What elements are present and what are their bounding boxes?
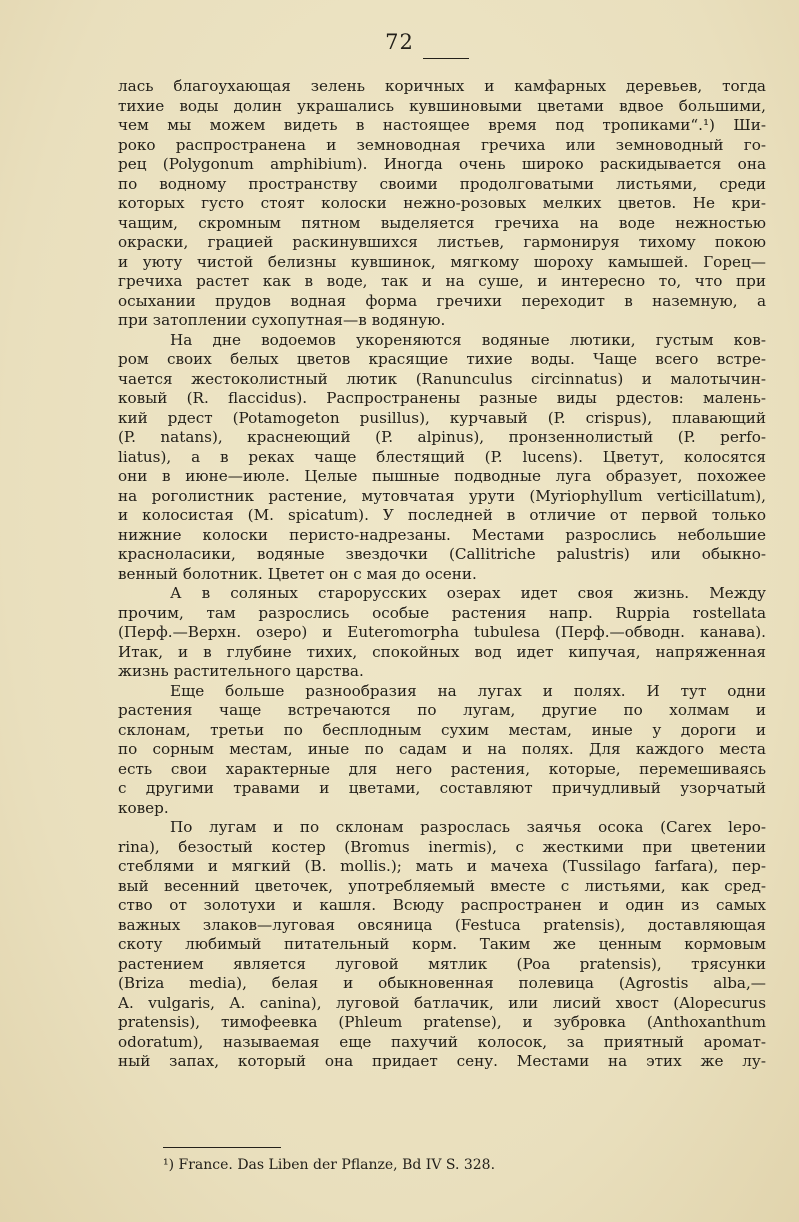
- text-line: По лугам и по склонам разрослась заячья осока (Carex lepo-: [170, 818, 766, 836]
- text-line: (Перф.—Верхн. озеро) и Euteromorpha tubulesa (Перф.—обводн. канава).: [118, 623, 766, 641]
- text-line: A. vulgaris, A. canina), луговой батлачик, или лисий хвост (Alopecurus: [118, 993, 766, 1012]
- text-line: при затоплении сухопутная—в водяную.: [118, 311, 446, 329]
- text-line: которых густо стоят колоски нежно-розовых мелких цветов. Не кри-: [118, 194, 766, 212]
- text-line: (Briza media), белая и обыкновенная полевица (Agrostis alba,—: [118, 974, 766, 992]
- text-line: чается жестоколистный лютик (Ranunculus circinnatus) и малотычин-: [118, 369, 766, 388]
- page-number: 72: [385, 30, 414, 54]
- text-line: лась благоухающая зелень коричных и камфарных деревьев, тогда: [118, 77, 766, 95]
- text-line: liatus), а в реках чаще блестящий (P. lucens). Цветут, колосятся: [118, 447, 766, 466]
- text-line: растением является луговой мятлик (Poa pratensis), трясунки: [118, 954, 766, 973]
- footnote: ¹) France. Das Liben der Pflanze, Bd IV S. 328.: [163, 1157, 496, 1173]
- text-line: pratensis), тимофеевка (Phleum pratense), и зубровка (Anthoxanthum: [118, 1013, 766, 1031]
- text-line: окраски, грацией раскинувшихся листьев, гармонируя тихому покою: [118, 233, 766, 251]
- text-line: роко распространена и земноводная гречиха или земноводный го-: [118, 135, 766, 154]
- text-line: нижние колоски перисто-надрезаны. Местами разрослись небольшие: [118, 525, 766, 544]
- text-line: на роголистник растение, мутовчатая урути (Myriophyllum verticillatum),: [118, 486, 766, 505]
- page-number-underline: [423, 58, 469, 59]
- footnote-separator: [163, 1147, 281, 1148]
- body-text: [118, 77, 766, 1072]
- text-line: венный болотник. Цветет он с мая до осени.: [118, 564, 477, 583]
- text-line: (P. natans), краснеющий (P. alpinus), пронзеннолистый (P. perfo-: [118, 428, 766, 446]
- text-line: ковый (R. flaccidus). Распространены разные виды рдестов: малень-: [118, 389, 766, 407]
- text-line: ство от золотухи и кашля. Всюду распространен и один из самых: [118, 896, 766, 914]
- text-line: чащим, скромным пятном выделяется гречиха на воде нежностью: [118, 213, 766, 232]
- text-line: и колосистая (M. spicatum). У последней в отличие от первой только: [118, 506, 766, 524]
- text-line: ковер.: [118, 798, 169, 817]
- text-line: А в соляных старорусских озерах идет своя жизнь. Между: [170, 584, 766, 602]
- text-line: вый весенний цветочек, употребляемый вместе с листьями, как сред-: [118, 876, 766, 895]
- text-line: рец (Polygonum amphibium). Иногда очень широко раскидывается она: [118, 155, 766, 173]
- text-line: На дне водоемов укореняются водяные лютики, густым ков-: [170, 330, 766, 349]
- text-line: чем мы можем видеть в настоящее время под тропиками“.¹) Ши-: [118, 116, 766, 134]
- text-line: с другими травами и цветами, составляют причудливый узорчатый: [118, 779, 766, 797]
- text-line: жизнь растительного царства.: [118, 662, 364, 680]
- text-line: гречиха растет как в воде, так и на суше, и интересно то, что при: [118, 272, 766, 290]
- text-line: и уюту чистой белизны кувшинок, мягкому шороху камышей. Горец—: [118, 252, 766, 271]
- text-line: важных злаков—луговая овсяница (Festuca pratensis), доставляющая: [118, 915, 766, 934]
- text-line: Итак, и в глубине тихих, спокойных вод идет кипучая, напряженная: [118, 642, 766, 661]
- text-line: красноласики, водяные звездочки (Callitriche palustris) или обыкно-: [118, 545, 766, 563]
- text-line: ный запах, который она придает сену. Местами на этих же лу-: [118, 1052, 766, 1070]
- text-line: rina), безостый костер (Bromus inermis), с жесткими при цветении: [118, 837, 766, 856]
- text-line: они в июне—июле. Целые пышные подводные луга образует, похожее: [118, 467, 766, 485]
- text-line: осыхании прудов водная форма гречихи переходит в наземную, а: [118, 291, 766, 310]
- text-line: растения чаще встречаются по лугам, другие по холмам и: [118, 701, 766, 719]
- text-line: кий рдест (Potamogeton pusillus), курчавый (P. crispus), плавающий: [118, 408, 766, 427]
- text-line: по сорным местам, иные по садам и на полях. Для каждого места: [118, 740, 766, 758]
- text-line: по водному пространству своими продолговатыми листьями, среди: [118, 174, 766, 193]
- text-line: стеблями и мягкий (B. mollis.); мать и мачеха (Tussilago farfara), пер-: [118, 857, 766, 875]
- text-line: есть свои характерные для него растения, которые, перемешиваясь: [118, 759, 766, 778]
- text-line: тихие воды долин украшались кувшиновыми цветами вдвое большими,: [118, 96, 766, 115]
- text-line: скоту любимый питательный корм. Таким же ценным кормовым: [118, 935, 766, 953]
- text-line: склонам, третьи по бесплодным сухим местам, иные у дороги и: [118, 720, 766, 739]
- text-line: Еще больше разнообразия на лугах и полях. И тут одни: [170, 681, 766, 700]
- text-line: прочим, там разрослись особые растения напр. Ruppia rostellata: [118, 603, 766, 622]
- text-line: odoratum), называемая еще пахучий колосок, за приятный аромат-: [118, 1032, 766, 1051]
- text-line: ром своих белых цветов красящие тихие воды. Чаще всего встре-: [118, 350, 766, 368]
